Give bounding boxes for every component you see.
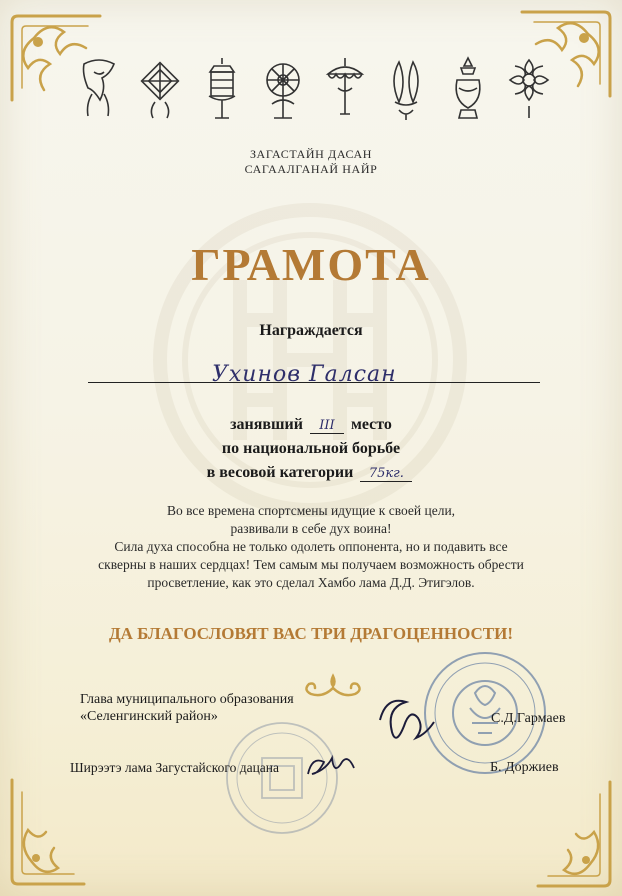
signature-dorzhiev: [302, 748, 362, 788]
recipient-name-underline: [88, 382, 540, 383]
lama-name: Б. Доржиев: [490, 760, 559, 775]
corner-ornament-bottom-left: [4, 772, 94, 892]
endless-knot-icon: [135, 54, 185, 122]
signature-garmaev: [372, 690, 442, 750]
place-line: [0, 416, 622, 434]
awarded-label: Награждается: [259, 322, 363, 339]
dharma-wheel-icon: [258, 54, 308, 122]
golden-fish-icon: [381, 54, 431, 122]
motivational-paragraph: [0, 502, 622, 592]
conch-shell-icon: [74, 54, 124, 122]
paragraph-line: скверны в наших сердцах! Тем самым мы получаем возможность обрести: [98, 557, 524, 572]
head-title-line-2: «Селенгинский район»: [80, 709, 218, 724]
paragraph-line: развивали в себе дух воина!: [230, 521, 392, 536]
head-name: С.Д.Гармаев: [491, 711, 566, 726]
blessing-line: ДА БЛАГОСЛОВЯТ ВАС ТРИ ДРАГОЦЕННОСТИ!: [108, 624, 514, 643]
corner-ornament-bottom-right: [528, 774, 618, 894]
head-title-line-1: Глава муниципального образования: [80, 692, 294, 707]
certificate-title: ГРАМОТА: [191, 239, 431, 290]
organization-line-1: ЗАГАСТАЙН ДАСАН: [249, 147, 373, 161]
weight-handwritten: 75кг.: [360, 466, 412, 482]
paragraph-line: Сила духа способна не только одолеть оппонента, но и подавить все: [114, 539, 508, 554]
lotus-icon: [504, 54, 554, 122]
organization-line-2: САГААЛГАНАЙ НАЙР: [244, 162, 378, 176]
recipient-name-handwritten: Ухинов Галсан: [212, 362, 397, 387]
lama-title: Ширээтэ лама Загустайского дацана: [70, 760, 280, 775]
place-prefix: занявший: [230, 416, 303, 433]
weight-prefix: в весовой категории: [206, 464, 354, 481]
place-handwritten: III: [310, 418, 344, 434]
victory-banner-icon: [197, 54, 247, 122]
scroll-ornament: [298, 672, 368, 702]
treasure-vase-icon: [443, 54, 493, 122]
auspicious-symbols-row: [74, 52, 554, 124]
place-suffix: место: [350, 416, 392, 433]
weight-line: [0, 464, 622, 482]
discipline-line: по национальной борьбе: [221, 440, 401, 457]
paragraph-line: Во все времена спортсмены идущие к своей цели,: [166, 503, 456, 518]
paragraph-line: просветление, как это сделал Хамбо лама Д.Д. Этигэлов.: [147, 575, 475, 590]
parasol-icon: [320, 54, 370, 122]
